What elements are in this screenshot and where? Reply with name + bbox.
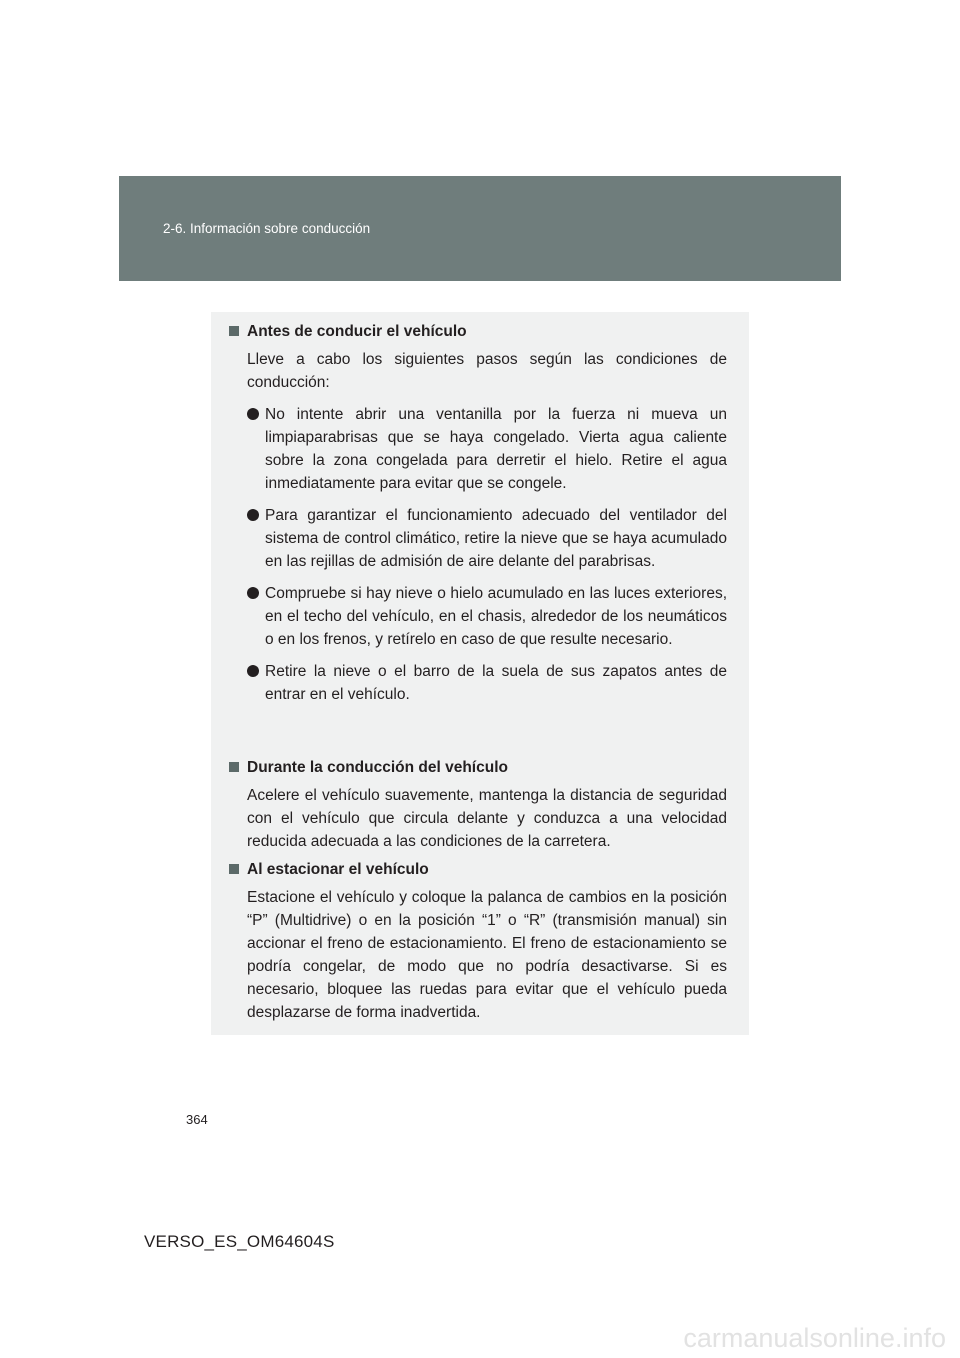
section-heading-text: Durante la conducción del vehículo [247, 759, 508, 776]
list-item [247, 403, 727, 495]
section-body: Acelere el vehículo suavemente, mantenga la distancia de seguridad con el vehículo que circula delante y conduzca a una velocidad reducida adecuada a las condiciones de la carretera. [247, 787, 727, 850]
section-body: Estacione el vehículo y coloque la palanca de cambios en la posición “P” (Multidrive) o en la posición “1” o “R” (transmisión manual) sin accionar el freno de estacionamiento. El freno de estacionamiento se podría congelar, de modo que no podría desactivarse. Si es necesario, bloquee las ruedas para evitar que el vehículo pueda desplazarse de forma inadvertida. [247, 889, 727, 1021]
list-item-text: Para garantizar el funcionamiento adecuado del ventilador del sistema de control climático, retire la nieve que se haya acumulado en las rejillas de admisión de aire delante del parabrisas. [265, 507, 727, 570]
bullet-icon [247, 665, 259, 677]
section-heading [229, 756, 727, 779]
section-heading-text: Antes de conducir el vehículo [247, 323, 467, 340]
list-item [247, 582, 727, 651]
watermark: carmanualsonline.info [683, 1323, 946, 1353]
list-item [247, 660, 727, 706]
list-item-text: Retire la nieve o el barro de la suela de sus zapatos antes de entrar en el vehículo. [265, 663, 727, 703]
chapter-section-title: 2-6. Información sobre conducción [163, 221, 371, 236]
bullet-icon [247, 408, 259, 420]
bullet-icon [247, 509, 259, 521]
section-intro: Lleve a cabo los siguientes pasos según las condiciones de conducción: [247, 351, 727, 391]
cold-weather-note-box [211, 312, 749, 1035]
document-code: VERSO_ES_OM64604S [144, 1232, 335, 1251]
section-before-driving [229, 320, 727, 706]
list-item [247, 504, 727, 573]
list-item-text: Compruebe si hay nieve o hielo acumulado en las luces exteriores, en el techo del vehículo, en el chasis, alrededor de los neumáticos o en los frenos, y retírelo en caso de que resulte necesario. [265, 585, 727, 648]
list-item-text: No intente abrir una ventanilla por la fuerza ni mueva un limpiaparabrisas que se haya congelado. Vierta agua caliente sobre la zona congelada para derretir el hielo. Retire el agua inmediatamente para evitar que se congele. [265, 406, 727, 492]
bullet-icon [247, 587, 259, 599]
chapter-header-band [119, 176, 841, 281]
section-heading-text: Al estacionar el vehículo [247, 861, 429, 878]
section-when-parking [229, 858, 727, 1024]
square-icon [229, 762, 239, 772]
section-while-driving [229, 756, 727, 853]
section-heading [229, 858, 727, 881]
section-heading [229, 320, 727, 343]
square-icon [229, 864, 239, 874]
square-icon [229, 326, 239, 336]
page-number: 364 [186, 1112, 208, 1127]
